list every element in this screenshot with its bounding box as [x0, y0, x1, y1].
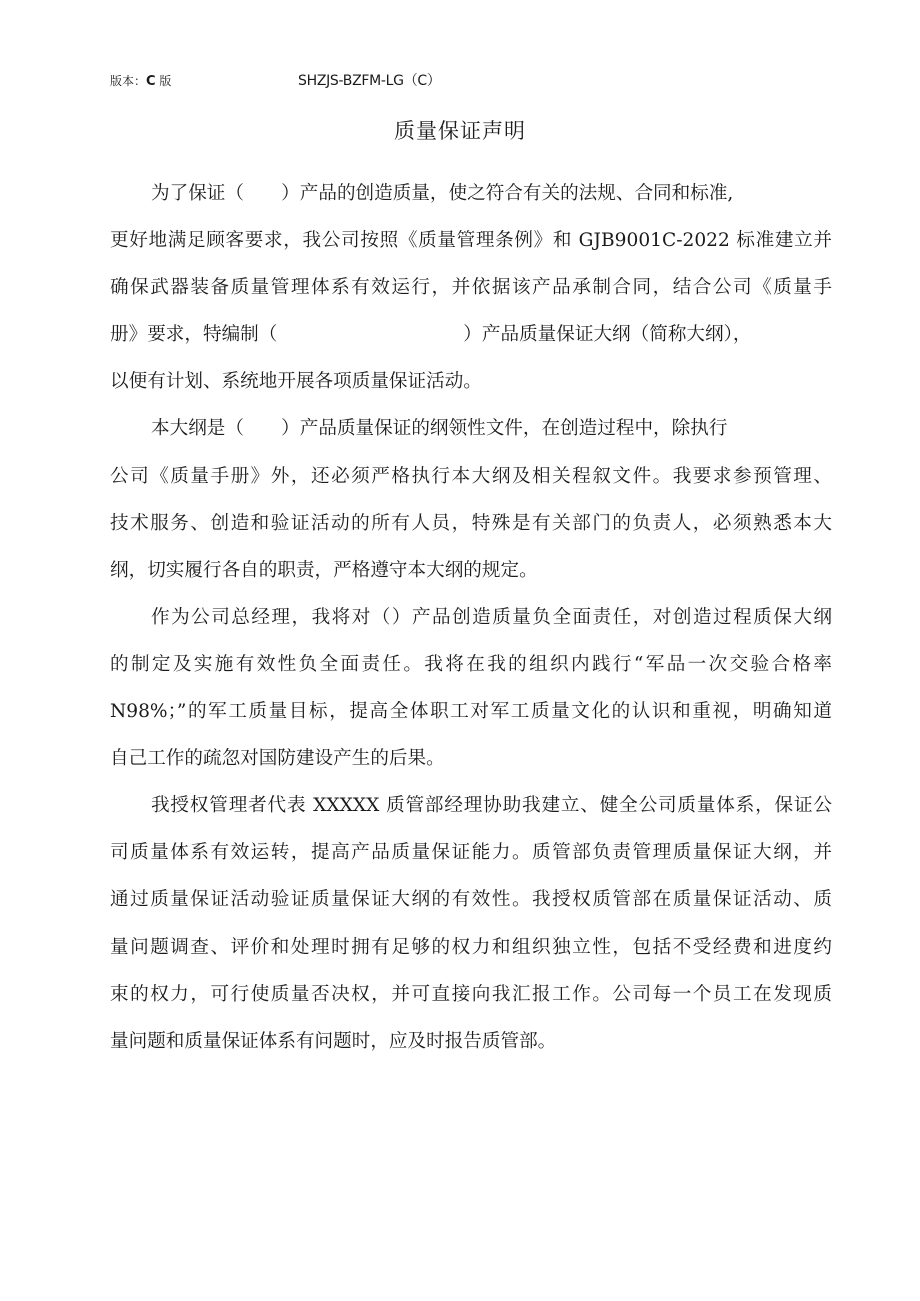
paragraph-1-line-4: 册》要求，特编制（ ）产品质量保证大纲（简称大纲）， — [110, 324, 752, 346]
paragraph-4-line-5: 束的权力，可行使质量否决权，并可直接向我汇报工作。公司每一个员工在发现质 — [110, 983, 832, 1005]
paragraph-4-line-3: 通过质量保证活动验证质量保证大纲的有效性。我授权质管部在质量保证活动、质 — [110, 889, 832, 911]
paragraph-2-line-2: 公司《质量手册》外，还必须严格执行本大纲及相关程叙文件。我要求参预管理、 — [110, 465, 832, 487]
version-value: C — [146, 74, 156, 89]
paragraph-3-line-3: N98%；”的军工质量目标，提高全体职工对军工质量文化的认识和重视，明确知道 — [110, 701, 832, 723]
paragraph-2-line-4: 纲，切实履行各自的职责，严格遵守本大纲的规定。 — [110, 559, 538, 581]
paragraph-1-line-5: 以便有计划、系统地开展各项质量保证活动。 — [110, 371, 482, 393]
paragraph-4-line-1: 我授权管理者代表 XXXXX 质管部经理协助我建立、健全公司质量体系，保证公 — [151, 795, 832, 817]
paragraph-2-line-3: 技术服务、创造和验证活动的所有人员，特殊是有关部门的负责人，必须熟悉本大 — [110, 512, 832, 534]
page-header — [110, 72, 810, 92]
paragraph-2-line-1: 本大纲是（ ）产品质量保证的纲领性文件，在创造过程中，除执行 — [151, 418, 728, 440]
paragraph-4-line-6: 量问题和质量保证体系有问题时，应及时报告质管部。 — [110, 1030, 557, 1052]
paragraph-3-line-4: 自己工作的疏忽对国防建设产生的后果。 — [110, 748, 445, 770]
paragraph-3-line-1: 作为公司总经理，我将对（）产品创造质量负全面责任，对创造过程质保大纲 — [151, 606, 832, 628]
paragraph-3-line-2: 的制定及实施有效性负全面责任。我将在我的组织内践行“军品一次交验合格率 — [110, 653, 832, 675]
paragraph-1-line-3: 确保武器装备质量管理体系有效运行，并依据该产品承制合同，结合公司《质量手 — [110, 277, 832, 299]
document-title: 质量保证声明 — [394, 119, 526, 143]
paragraph-1-line-1: 为了保证（ ）产品的创造质量，使之符合有关的法规、合同和标准, — [151, 183, 734, 204]
paragraph-1-line-2: 更好地满足顾客要求，我公司按照《质量管理条例》和 GJB9001C-2022 标准建立并 — [110, 230, 832, 252]
version-label: 版本：C 版 — [110, 74, 172, 89]
paragraph-4-line-4: 量问题调查、评价和处理时拥有足够的权力和组织独立性，包括不受经费和进度约 — [110, 936, 832, 958]
document-number: SHZJS-BZFM-LG（C） — [298, 73, 441, 89]
paragraph-4-line-2: 司质量体系有效运转，提高产品质量保证能力。质管部负责管理质量保证大纲，并 — [110, 842, 832, 864]
document-body — [110, 177, 832, 1072]
